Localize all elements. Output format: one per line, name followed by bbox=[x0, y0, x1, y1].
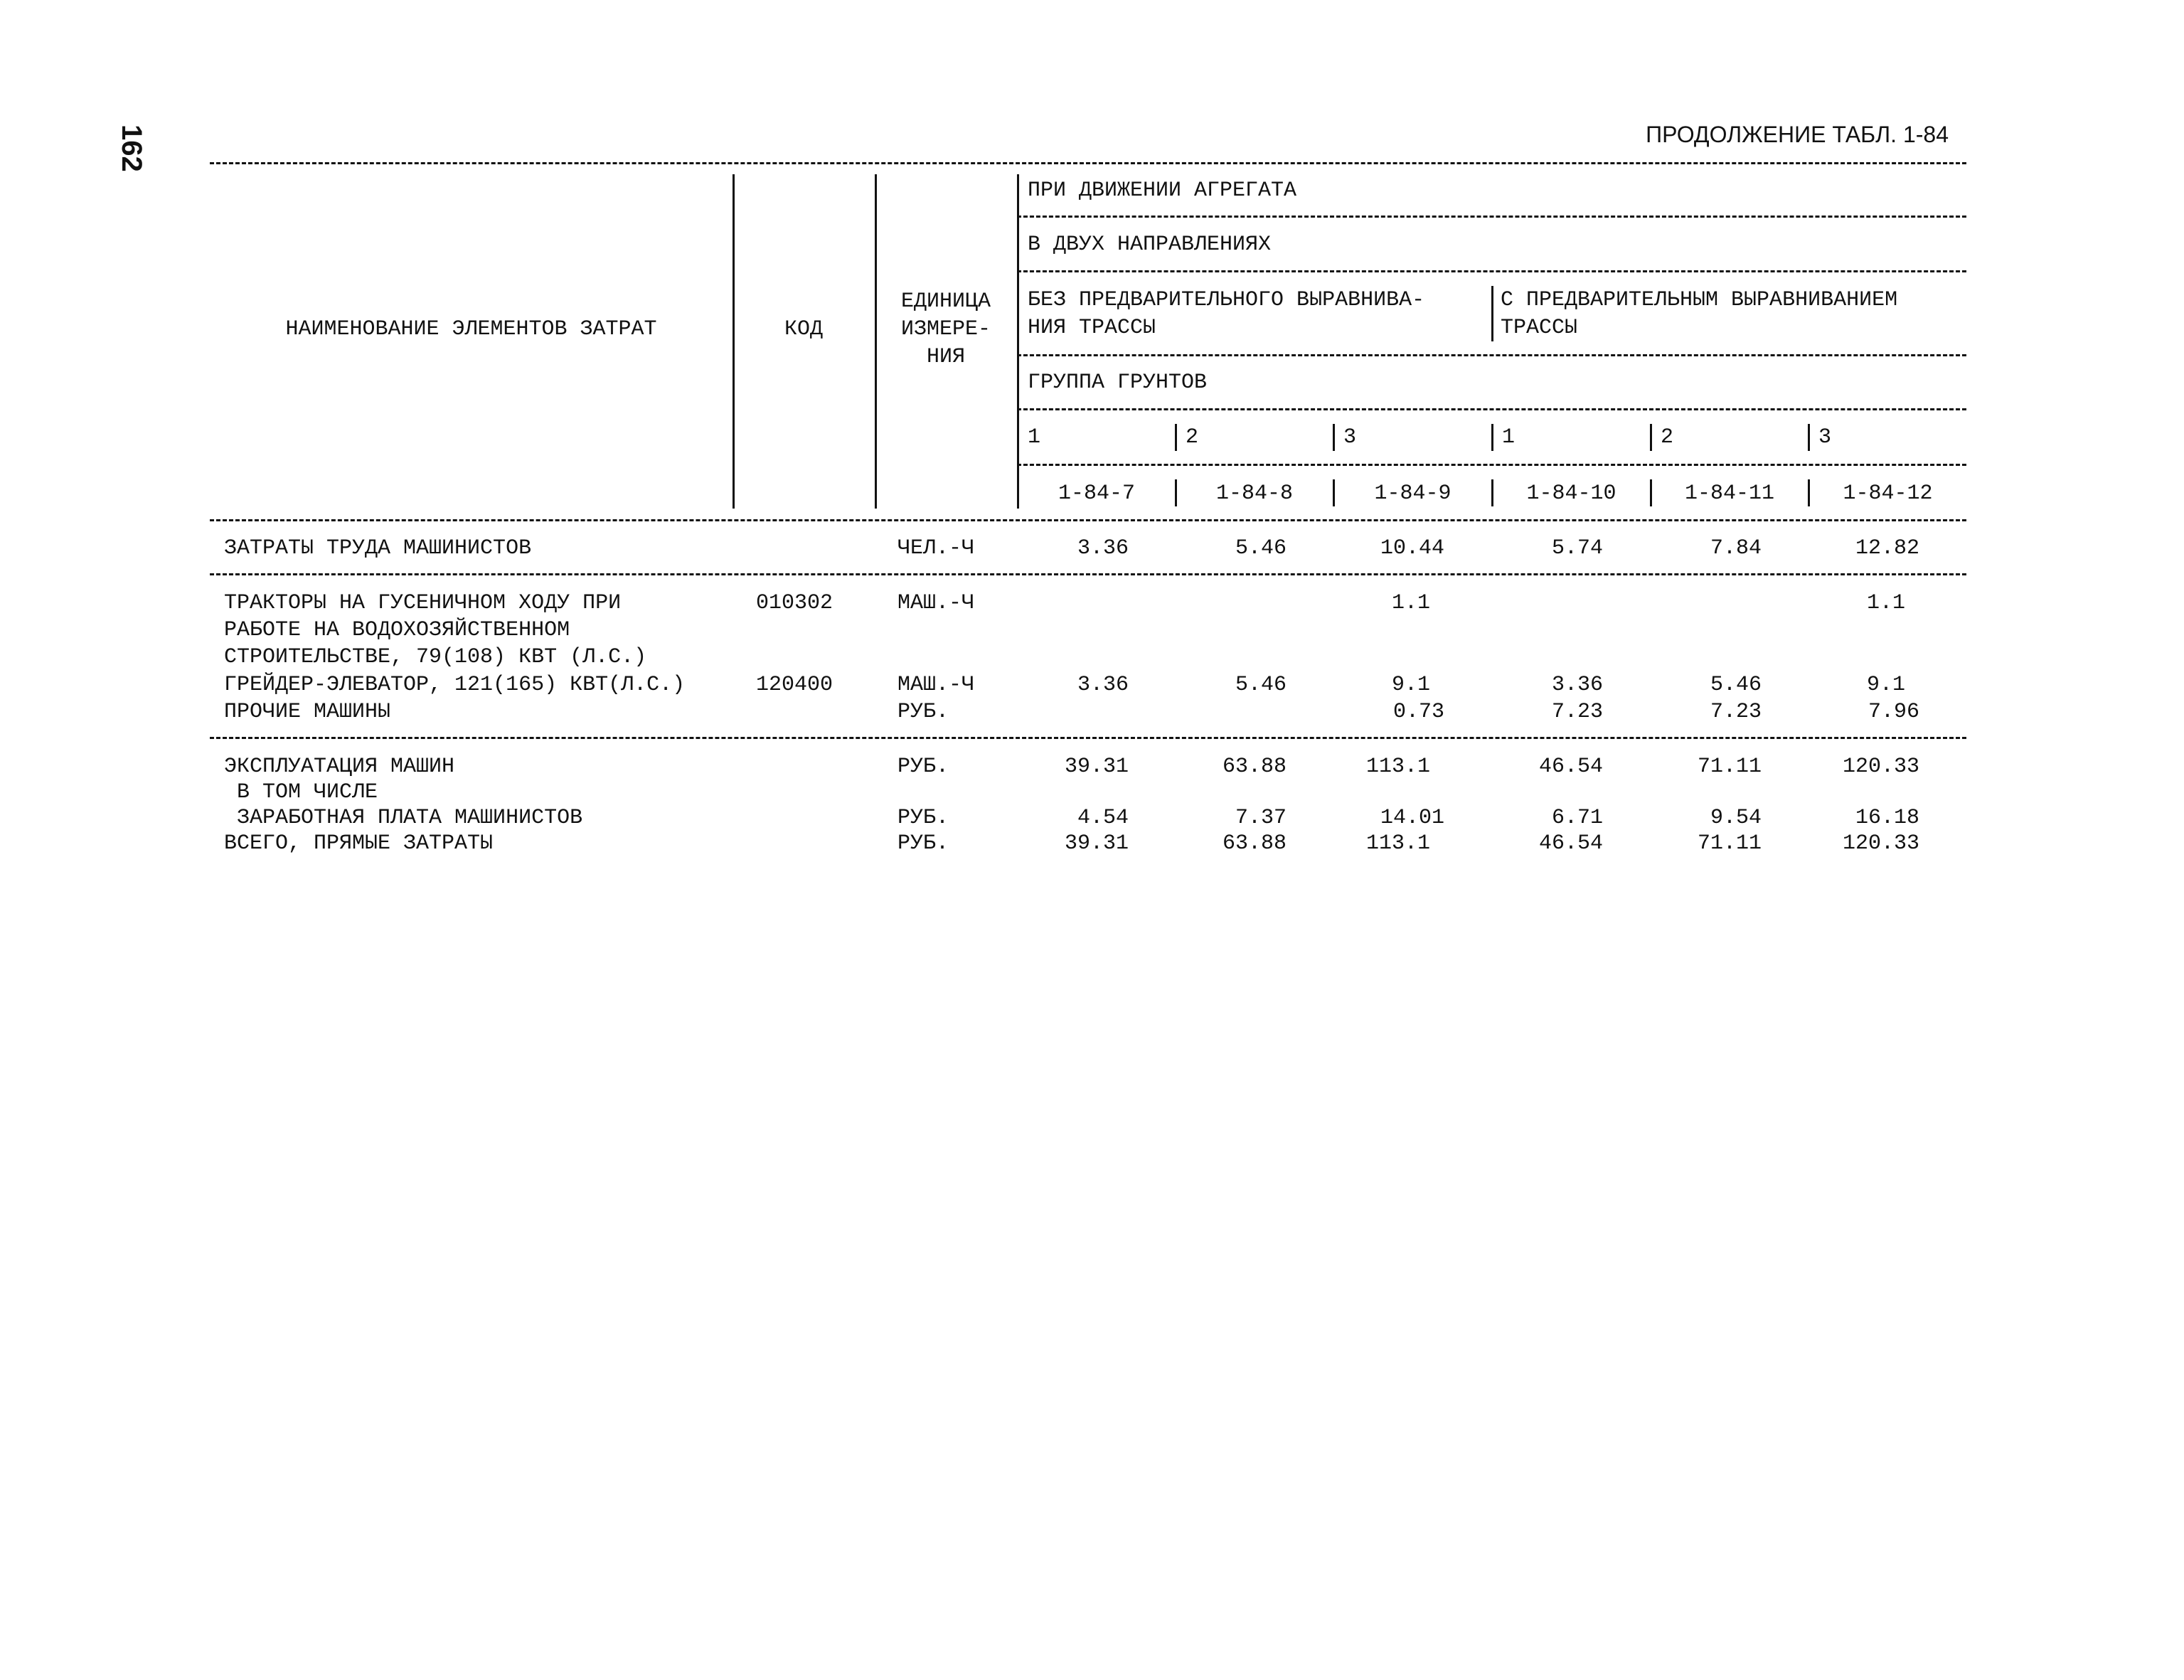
row-name: В ТОМ ЧИСЛЕ bbox=[224, 780, 378, 804]
row-value: 7.23 bbox=[1551, 700, 1603, 724]
row-unit: МАШ.-Ч bbox=[897, 673, 975, 697]
row-name: ГРЕЙДЕР-ЭЛЕВАТОР, 121(165) КВТ(Л.С.) bbox=[224, 673, 686, 697]
header-unit-col-2: ИЗМЕРЕ- bbox=[900, 317, 991, 341]
row-value: 5.74 bbox=[1551, 536, 1603, 560]
row-value: 46.54 bbox=[1538, 831, 1603, 856]
rule-h4 bbox=[1017, 408, 1966, 410]
header-group: 3 bbox=[1343, 425, 1357, 450]
rule-h1 bbox=[1017, 216, 1966, 218]
header-code-col: КОД bbox=[784, 317, 823, 341]
row-value: 113.1 bbox=[1365, 831, 1430, 856]
rule-h3 bbox=[1017, 354, 1966, 356]
header-code: 1-84-8 bbox=[1215, 482, 1294, 506]
row-unit: РУБ. bbox=[897, 755, 949, 779]
row-value: 10.44 bbox=[1380, 536, 1444, 560]
header-code: 1-84-9 bbox=[1374, 482, 1451, 506]
row-value: 3.36 bbox=[1077, 536, 1129, 560]
rule-header-bottom bbox=[210, 519, 1966, 521]
header-group: 3 bbox=[1818, 425, 1832, 450]
vline-g2b bbox=[1650, 424, 1652, 451]
header-movement: ПРИ ДВИЖЕНИИ АГРЕГАТА bbox=[1028, 179, 1297, 203]
row-value: 63.88 bbox=[1222, 755, 1287, 779]
row-unit: РУБ. bbox=[897, 806, 949, 830]
row-value: 9.54 bbox=[1710, 806, 1762, 830]
vline-g1b bbox=[1491, 424, 1493, 451]
row-name: ВСЕГО, ПРЯМЫЕ ЗАТРАТЫ bbox=[224, 831, 494, 856]
rule-row4-bottom bbox=[210, 737, 1966, 739]
vline-g3b bbox=[1808, 424, 1810, 451]
row-value: 71.11 bbox=[1697, 755, 1762, 779]
row-value: 0.73 bbox=[1392, 700, 1444, 724]
header-unit-col-3: НИЯ bbox=[926, 345, 965, 369]
row-unit: РУБ. bbox=[897, 831, 949, 856]
row-name: ПРОЧИЕ МАШИНЫ bbox=[224, 700, 391, 724]
rule-h2 bbox=[1017, 270, 1966, 272]
row-name: РАБОТЕ НА ВОДОХОЗЯЙСТВЕННОМ bbox=[224, 618, 570, 642]
rule-top bbox=[210, 162, 1966, 164]
row-value: 9.1 bbox=[1391, 673, 1430, 697]
header-with-leveling-1: С ПРЕДВАРИТЕЛЬНЫМ ВЫРАВНИВАНИЕМ bbox=[1501, 288, 1898, 312]
header-unit-col-1: ЕДИНИЦА bbox=[900, 289, 991, 314]
header-group: 1 bbox=[1028, 425, 1041, 450]
row-value: 39.31 bbox=[1064, 831, 1129, 856]
row-code: 120400 bbox=[756, 673, 833, 697]
row-value: 5.46 bbox=[1710, 673, 1762, 697]
header-code: 1-84-7 bbox=[1058, 482, 1136, 506]
row-value: 16.18 bbox=[1855, 806, 1919, 830]
row-value: 3.36 bbox=[1077, 673, 1129, 697]
header-directions: В ДВУХ НАПРАВЛЕНИЯХ bbox=[1028, 233, 1272, 257]
header-without-leveling-1: БЕЗ ПРЕДВАРИТЕЛЬНОГО ВЫРАВНИВА- bbox=[1028, 288, 1425, 312]
rule-h5 bbox=[1017, 464, 1966, 466]
header-without-leveling-2: НИЯ ТРАССЫ bbox=[1028, 316, 1156, 340]
row-value: 120.33 bbox=[1842, 755, 1919, 779]
header-code: 1-84-12 bbox=[1843, 482, 1933, 506]
row-value: 7.23 bbox=[1710, 700, 1762, 724]
row-value: 39.31 bbox=[1064, 755, 1129, 779]
row-value: 1.1 bbox=[1391, 591, 1430, 615]
table-caption: ПРОДОЛЖЕНИЕ ТАБЛ. 1-84 bbox=[1646, 122, 1949, 147]
row-value: 46.54 bbox=[1538, 755, 1603, 779]
row-value: 9.1 bbox=[1866, 673, 1905, 697]
header-soil-group: ГРУППА ГРУНТОВ bbox=[1028, 371, 1208, 395]
row-value: 4.54 bbox=[1077, 806, 1129, 830]
rule-row1-bottom bbox=[210, 573, 1966, 575]
row-value: 5.46 bbox=[1235, 673, 1287, 697]
header-group: 2 bbox=[1661, 425, 1674, 450]
row-value: 12.82 bbox=[1855, 536, 1919, 560]
row-unit: ЧЕЛ.-Ч bbox=[897, 536, 975, 560]
row-name: ЗАРАБОТНАЯ ПЛАТА МАШИНИСТОВ bbox=[224, 806, 583, 830]
header-name-col: НАИМЕНОВАНИЕ ЭЛЕМЕНТОВ ЗАТРАТ bbox=[285, 317, 657, 341]
header-with-leveling-2: ТРАССЫ bbox=[1501, 316, 1578, 340]
header-code: 1-84-11 bbox=[1684, 482, 1775, 506]
header-code: 1-84-10 bbox=[1526, 482, 1616, 506]
header-group: 2 bbox=[1186, 425, 1199, 450]
vline-g3a bbox=[1333, 424, 1335, 451]
row-name: ТРАКТОРЫ НА ГУСЕНИЧНОМ ХОДУ ПРИ bbox=[224, 591, 622, 615]
page-number: 162 bbox=[116, 124, 147, 172]
vline-leveling-split bbox=[1491, 286, 1493, 341]
row-name: ЭКСПЛУАТАЦИЯ МАШИН bbox=[224, 755, 455, 779]
row-code: 010302 bbox=[756, 591, 833, 615]
row-value: 3.36 bbox=[1551, 673, 1603, 697]
row-value: 7.84 bbox=[1710, 536, 1762, 560]
row-value: 63.88 bbox=[1222, 831, 1287, 856]
header-group: 1 bbox=[1502, 425, 1516, 450]
row-value: 1.1 bbox=[1866, 591, 1905, 615]
vline-unit-data bbox=[1017, 174, 1019, 509]
row-value: 71.11 bbox=[1697, 831, 1762, 856]
row-value: 5.46 bbox=[1235, 536, 1287, 560]
row-value: 7.37 bbox=[1235, 806, 1287, 830]
row-value: 113.1 bbox=[1365, 755, 1430, 779]
row-unit: МАШ.-Ч bbox=[897, 591, 975, 615]
row-name: ЗАТРАТЫ ТРУДА МАШИНИСТОВ bbox=[224, 536, 532, 560]
row-value: 14.01 bbox=[1380, 806, 1444, 830]
row-unit: РУБ. bbox=[897, 700, 949, 724]
row-value: 120.33 bbox=[1842, 831, 1919, 856]
vline-g2a bbox=[1175, 424, 1177, 451]
row-value: 7.96 bbox=[1868, 700, 1919, 724]
row-value: 6.71 bbox=[1551, 806, 1603, 830]
row-name: СТРОИТЕЛЬСТВЕ, 79(108) КВТ (Л.С.) bbox=[224, 645, 647, 669]
